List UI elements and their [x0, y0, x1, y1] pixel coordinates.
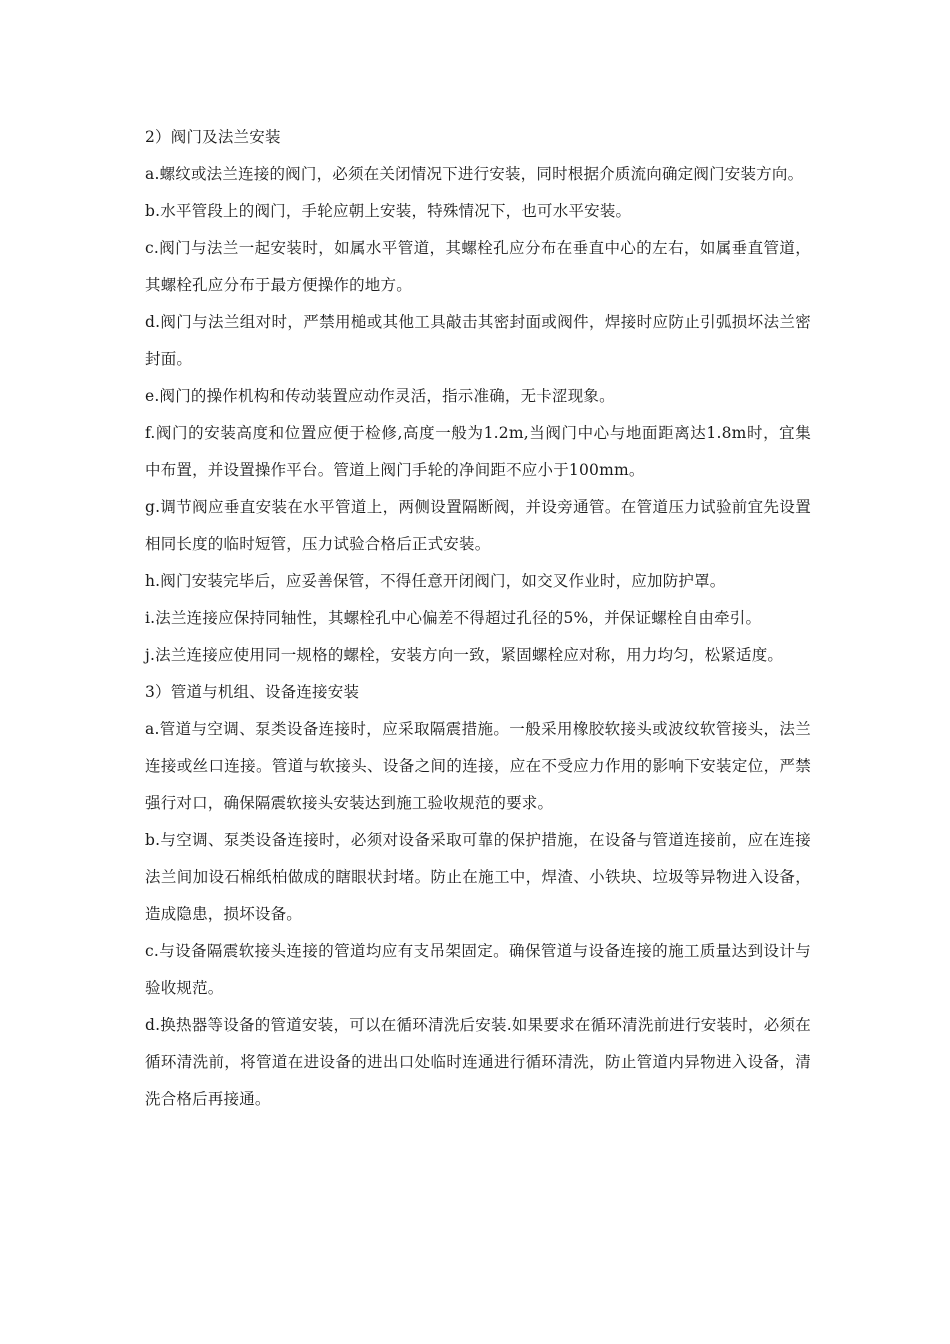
document-body: [145, 119, 811, 1118]
paragraph-item-h: h.阀门安装完毕后，应妥善保管，不得任意开闭阀门，如交叉作业时，应加防护罩。: [145, 572, 726, 590]
paragraph-equipment-d: d.换热器等设备的管道安装，可以在循环清洗后安装.如果要求在循环清洗前进行安装时，必须在循环清洗前，将管道在进设备的进出口处临时连通进行循环清洗，防止管道内异物进入设备，清洗合格后再接通。: [145, 1016, 811, 1108]
paragraph-item-a: a.螺纹或法兰连接的阀门，必须在关闭情况下进行安装，同时根据介质流向确定阀门安装方向。: [145, 165, 804, 183]
paragraph-item-i: i.法兰连接应保持同轴性，其螺栓孔中心偏差不得超过孔径的5%，并保证螺栓自由牵引。: [145, 609, 762, 627]
paragraph-item-c: c.阀门与法兰一起安装时，如属水平管道，其螺栓孔应分布在垂直中心的左右，如属垂直管道，其螺栓孔应分布于最方便操作的地方。: [145, 239, 811, 294]
paragraph-item-g: g.调节阀应垂直安装在水平管道上，两侧设置隔断阀，并设旁通管。在管道压力试验前宜先设置相同长度的临时短管，压力试验合格后正式安装。: [145, 498, 811, 553]
paragraph-item-f: f.阀门的安装高度和位置应便于检修,高度一般为1.2m,当阀门中心与地面距离达1.8m时，宜集中布置，并设置操作平台。管道上阀门手轮的净间距不应小于100mm。: [145, 424, 811, 479]
section-heading-equipment-connection: 3）管道与机组、设备连接安装: [145, 683, 360, 701]
paragraph-item-b: b.水平管段上的阀门，手轮应朝上安装，特殊情况下，也可水平安装。: [145, 202, 632, 220]
paragraph-item-d: d.阀门与法兰组对时，严禁用槌或其他工具敲击其密封面或阀件，焊接时应防止引弧损坏法兰密封面。: [145, 313, 811, 368]
paragraph-item-e: e.阀门的操作机构和传动装置应动作灵活，指示准确，无卡涩现象。: [145, 387, 615, 405]
paragraph-equipment-a: a.管道与空调、泵类设备连接时，应采取隔震措施。一般采用橡胶软接头或波纹软管接头，法兰连接或丝口连接。管道与软接头、设备之间的连接，应在不受应力作用的影响下安装定位，严禁强行对口，确保隔震软接头安装达到施工验收规范的要求。: [145, 720, 811, 812]
paragraph-equipment-c: c.与设备隔震软接头连接的管道均应有支吊架固定。确保管道与设备连接的施工质量达到设计与验收规范。: [145, 942, 811, 997]
paragraph-item-j: j.法兰连接应使用同一规格的螺栓，安装方向一致，紧固螺栓应对称，用力均匀，松紧适度。: [145, 646, 784, 664]
section-heading-valves-flanges: 2）阀门及法兰安装: [145, 128, 281, 146]
paragraph-equipment-b: b.与空调、泵类设备连接时，必须对设备采取可靠的保护措施，在设备与管道连接前，应在连接法兰间加设石棉纸柏做成的瞎眼状封堵。防止在施工中，焊渣、小铁块、垃圾等异物进入设备，造成隐患，损坏设备。: [145, 831, 811, 923]
